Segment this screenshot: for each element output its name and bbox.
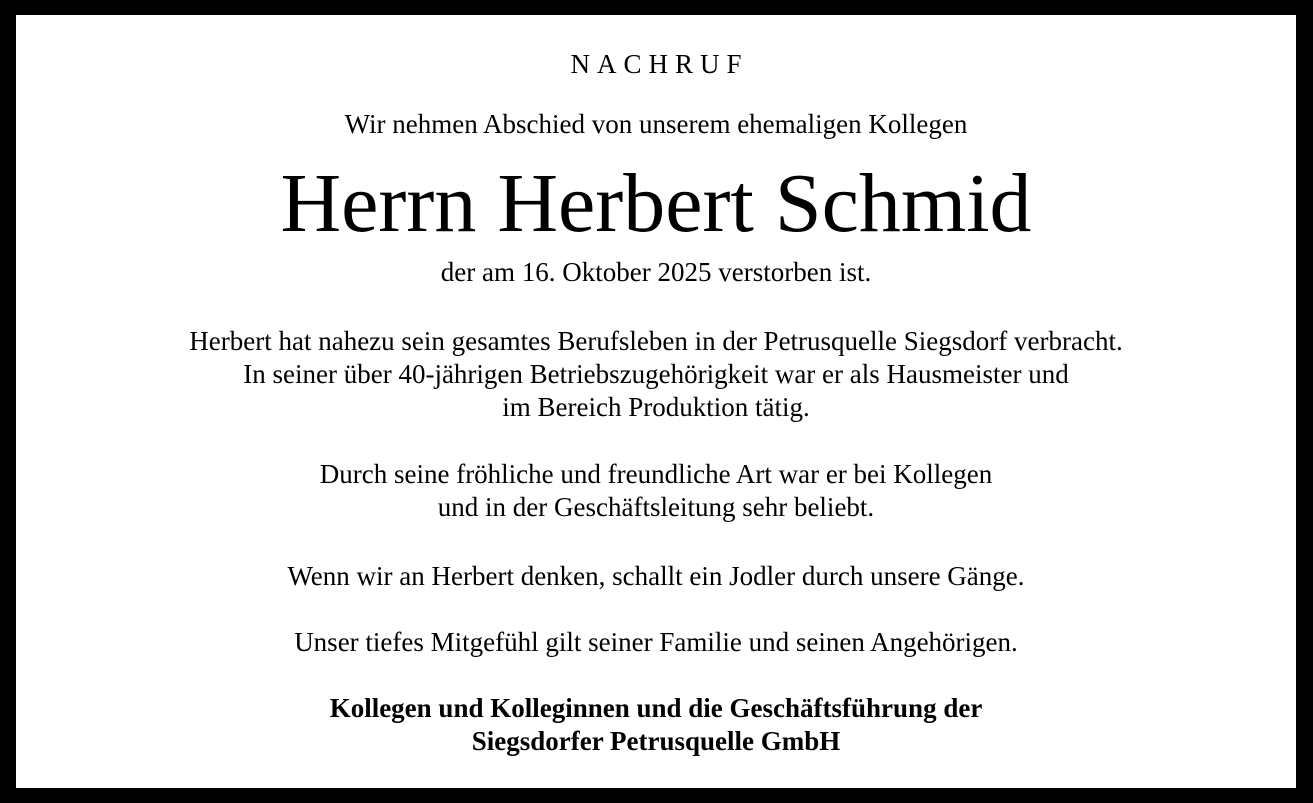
paragraph-memory: [16, 560, 1296, 593]
paragraph-character: [16, 458, 1296, 524]
paragraph-line: und in der Geschäftsleitung sehr beliebt.: [437, 492, 875, 522]
paragraph-line: Durch seine fröhliche und freundliche Art war er bei Kollegen: [319, 459, 993, 489]
paragraph-line: Herbert hat nahezu sein gesamtes Berufsleben in der Petrusquelle Siegsdorf verbracht.: [189, 326, 1123, 356]
paragraph-line: im Bereich Produktion tätig.: [502, 392, 810, 422]
intro-text: Wir nehmen Abschied von unserem ehemaligen Kollegen: [344, 109, 968, 139]
obituary-notice: [16, 15, 1296, 788]
paragraph-condolence: [16, 626, 1296, 659]
paragraph-line: In seiner über 40-jährigen Betriebszugehörigkeit war er als Hausmeister und: [243, 359, 1069, 389]
notice-heading: NACHRUF: [570, 49, 749, 79]
paragraph-line: Unser tiefes Mitgefühl gilt seiner Familie und seinen Angehörigen.: [294, 627, 1018, 657]
death-date-line: der am 16. Oktober 2025 verstorben ist.: [440, 257, 872, 287]
deceased-name: Herrn Herbert Schmid: [280, 157, 1032, 250]
signature-line: Kollegen und Kolleginnen und die Geschäftsführung der: [329, 693, 983, 723]
paragraph-line: Wenn wir an Herbert denken, schallt ein Jodler durch unsere Gänge.: [287, 561, 1025, 591]
signature-line: Siegsdorfer Petrusquelle GmbH: [471, 726, 841, 756]
signature-block: [16, 692, 1296, 758]
paragraph-career: [16, 325, 1296, 424]
